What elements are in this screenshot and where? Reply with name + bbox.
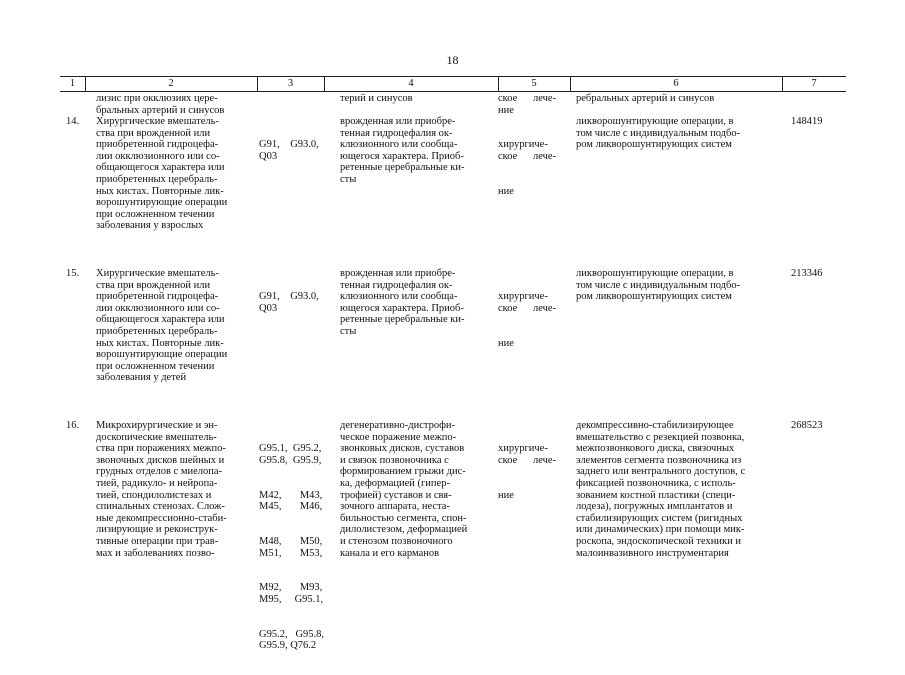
procedure-text: Микрохирургические и эн- доскопические вмешатель- ства при поражениях межпо- звоночных дисков шейных и грудных отделов с миелопа- тией, радикуло- и нейропа- тией, спондилолистезах и спинальных стенозах. Слож- ные декомпрессионно-стаби- лизирующие и реконструк- тивные операции при трав- мах и заболеваниях позво- bbox=[96, 420, 227, 559]
method-text: декомпрессивно-стабилизирующее вмешательство с резекцией позвонка, межпозвонкового диска, связочных элементов сегмента позвоночника из заднего или вентрального доступов, с фиксацией позвоночника, с исполь- зованием костной пластики (специ- лодеза), погружных имплантатов и стабилизирующих систем (ригидных или динамических) при помощи мик- роскопа, эндоскопической техники и малоинвазивного инструментария bbox=[576, 420, 746, 559]
diagnosis-text: терий и синусов bbox=[340, 93, 413, 104]
diagnosis-text: врожденная или приобре- тенная гидроцефалия ок- клюзионного или сообща- ющегося характера. Приоб- ретенные церебральные ки- сты bbox=[340, 116, 465, 185]
column-number: 2 bbox=[168, 78, 174, 89]
diagnosis-text: дегенеративно-дистрофи- ческое поражение межпо- звонковых дисков, суставов и связок позвоночника с формированием грыжи дис- ка, деформацией (гипер- трофией) суставов и свя- зочного аппарата, неста- бильностью сегмента, спон- дилолистезом, деформацией и стенозом позвоночного канала и его карманов bbox=[340, 420, 468, 559]
column-number: 5 bbox=[531, 78, 537, 89]
cost-value: 268523 bbox=[791, 420, 823, 431]
method-text: ликворошунтирующие операции, в том числе с индивидуальным подбо- ром ликворошунтирующих систем bbox=[576, 116, 741, 151]
column-number-row bbox=[60, 76, 846, 92]
page-number: 18 bbox=[446, 53, 459, 67]
treatment-type-text: хирургиче- ское лече- ние bbox=[498, 139, 557, 197]
treatment-type-text: ское лече- ние bbox=[498, 93, 557, 116]
row-number: 14. bbox=[66, 116, 80, 127]
procedure-text: лизис при окклюзиях цере- бральных артерий и синусов bbox=[96, 93, 225, 116]
column-number: 4 bbox=[408, 78, 414, 89]
column-number: 1 bbox=[69, 78, 76, 89]
cost-value: 148419 bbox=[791, 116, 823, 127]
treatment-type-text: хирургиче- ское лече- ние bbox=[498, 291, 557, 349]
icd-codes: G95.1, G95.2, G95.8, G95.9, M42, M43, M45, M46, M48, M50, M51, M53, M92, M93, M95, G95.1, G95.2, G95.8, G95.9, Q76.2 bbox=[259, 443, 325, 652]
row-number: 15. bbox=[66, 268, 80, 279]
cost-value: 213346 bbox=[791, 268, 823, 279]
column-number: 7 bbox=[811, 78, 817, 89]
column-number: 3 bbox=[287, 78, 294, 89]
method-text: ликворошунтирующие операции, в том числе с индивидуальным подбо- ром ликворошунтирующих систем bbox=[576, 268, 741, 303]
method-text: ребральных артерий и синусов bbox=[576, 93, 715, 104]
procedure-text: Хирургические вмешатель- ства при врожденной или приобретенной гидроцефа- лии окклюзионного или со- общающегося характера или приобретенных церебраль- ных кистах. Повторные лик- ворошунтирующие операции при осложненном течении заболевания у взрослых bbox=[96, 116, 228, 232]
icd-codes: G91, G93.0, Q03 bbox=[259, 291, 319, 314]
column-number: 6 bbox=[673, 78, 679, 89]
icd-codes: G91, G93.0, Q03 bbox=[259, 139, 319, 162]
row-number: 16. bbox=[66, 420, 80, 431]
treatment-type-text: хирургиче- ское лече- ние bbox=[498, 443, 557, 501]
procedure-text: Хирургические вмешатель- ства при врожденной или приобретенной гидроцефа- лии окклюзионного или со- общающегося характера или приобретенных церебраль- ных кистах. Повторные лик- ворошунтирующие операции при осложненном течении заболевания у детей bbox=[96, 268, 228, 384]
diagnosis-text: врожденная или приобре- тенная гидроцефалия ок- клюзионного или сообща- ющегося характера. Приоб- ретенные церебральные ки- сты bbox=[340, 268, 465, 337]
